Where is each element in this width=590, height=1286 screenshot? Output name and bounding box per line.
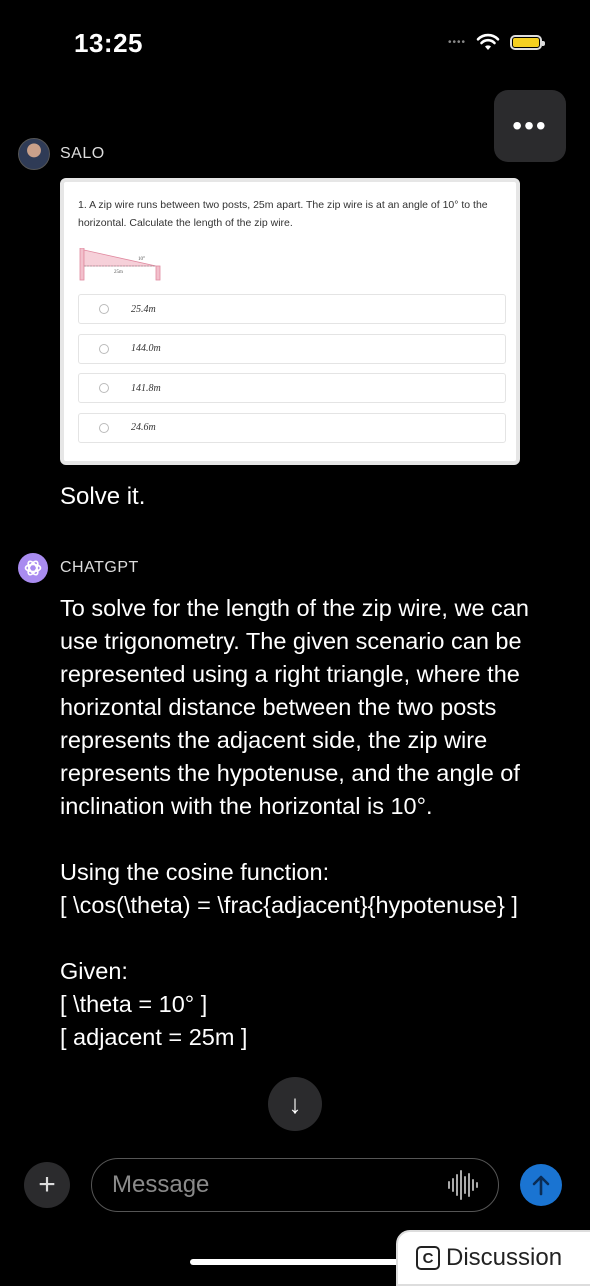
formula-line: [ \cos(\theta) = \frac{adjacent}{hypotenuse} ] bbox=[60, 892, 518, 918]
message-input[interactable] bbox=[91, 1158, 499, 1212]
option-label: 25.4m bbox=[131, 303, 156, 315]
arrow-down-icon: ↓ bbox=[288, 1088, 302, 1119]
question-text: 1. A zip wire runs between two posts, 25m apart. The zip wire is at an angle of 10° to the horizontal. Calculate the length of the zip wire. bbox=[78, 199, 488, 229]
formula-line: [ \theta = 10° ] bbox=[60, 991, 208, 1017]
radio-button[interactable] bbox=[99, 304, 109, 314]
answer-paragraph: Using the cosine function: bbox=[60, 859, 330, 885]
user-message-text: Solve it. bbox=[60, 483, 146, 510]
plus-icon: + bbox=[38, 1168, 56, 1201]
chatgpt-avatar bbox=[18, 553, 48, 583]
answer-paragraph: To solve for the length of the zip wire, we can use trigonometry. The given scenario can be represented using a right triangle, where the horizontal distance between the two posts represents the adjacent side, the zip wire represents the hypotenuse, and the angle of inclination with the horizontal is 10°. bbox=[60, 595, 529, 819]
more-options-button[interactable] bbox=[494, 90, 566, 162]
ellipsis-icon: ••• bbox=[512, 110, 548, 141]
message-placeholder: Message bbox=[112, 1171, 210, 1198]
question-image-card[interactable] bbox=[60, 178, 520, 465]
arrow-up-icon bbox=[531, 1174, 551, 1196]
send-button[interactable] bbox=[520, 1164, 562, 1206]
scroll-to-bottom-button[interactable] bbox=[268, 1077, 322, 1131]
answer-option[interactable] bbox=[78, 294, 506, 324]
assistant-message-body bbox=[60, 592, 560, 1054]
copyright-icon: C bbox=[416, 1246, 440, 1270]
option-label: 24.6m bbox=[131, 422, 156, 434]
home-indicator bbox=[190, 1259, 400, 1265]
discussion-tab[interactable] bbox=[396, 1230, 590, 1286]
answer-option[interactable] bbox=[78, 373, 506, 403]
assistant-sender-name: CHATGPT bbox=[60, 559, 139, 576]
answer-option[interactable] bbox=[78, 413, 506, 443]
radio-button[interactable] bbox=[99, 344, 109, 354]
answer-options bbox=[78, 294, 506, 452]
openai-logo-icon bbox=[23, 558, 43, 578]
option-label: 141.8m bbox=[131, 382, 161, 394]
answer-paragraph: Given: bbox=[60, 958, 128, 984]
diagram-angle-label: 10° bbox=[138, 257, 145, 262]
answer-option[interactable] bbox=[78, 334, 506, 364]
attach-button[interactable] bbox=[24, 1162, 70, 1208]
wifi-icon bbox=[476, 33, 500, 51]
user-sender-name: SALO bbox=[60, 145, 105, 162]
radio-button[interactable] bbox=[99, 383, 109, 393]
formula-line: [ adjacent = 25m ] bbox=[60, 1024, 248, 1050]
option-label: 144.0m bbox=[131, 343, 161, 355]
battery-icon bbox=[510, 35, 542, 50]
status-time: 13:25 bbox=[74, 28, 143, 58]
discussion-label: Discussion bbox=[446, 1244, 563, 1271]
signal-icon: •••• bbox=[447, 36, 466, 48]
zip-wire-diagram bbox=[78, 248, 168, 284]
radio-button[interactable] bbox=[99, 423, 109, 433]
voice-waveform-icon[interactable] bbox=[448, 1170, 478, 1200]
diagram-distance-label: 25m bbox=[114, 270, 123, 275]
user-avatar bbox=[18, 138, 50, 170]
status-bar-right bbox=[448, 33, 542, 51]
